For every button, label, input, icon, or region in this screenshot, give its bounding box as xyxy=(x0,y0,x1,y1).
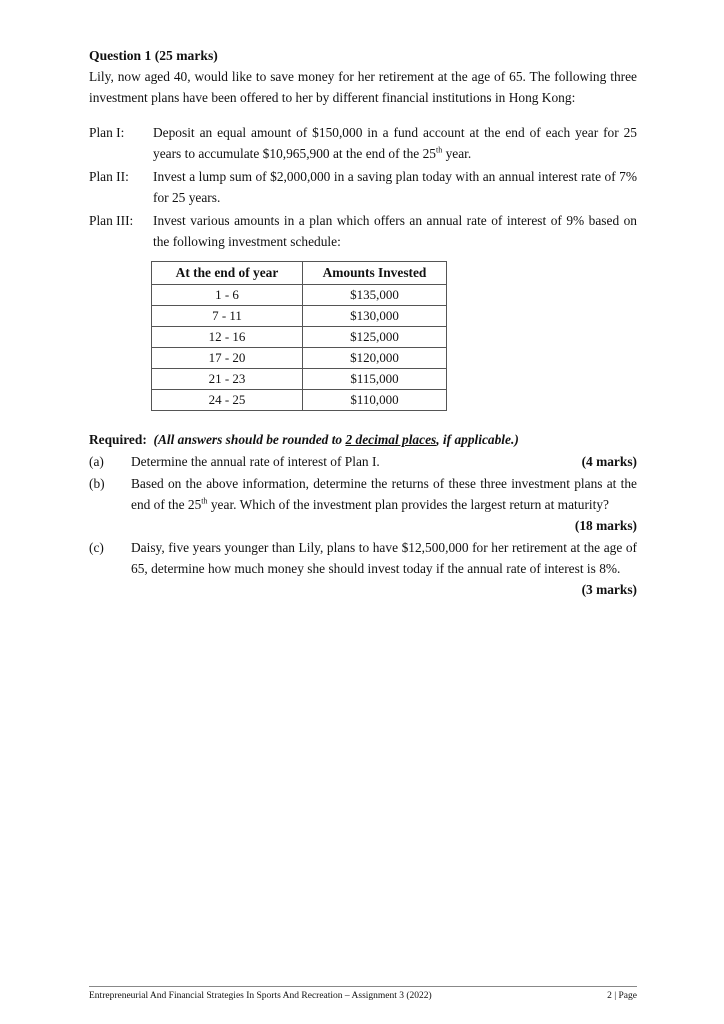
sub-question-text: Determine the annual rate of interest of Plan I. (4 marks) xyxy=(131,451,637,472)
sub-question-text: Based on the above information, determine the returns of these three investment plans at the end of the 25th year. Which of the investment plan provides the largest return at maturity? (18 marks) xyxy=(131,473,637,536)
sub-question xyxy=(89,451,637,472)
investment-schedule-table xyxy=(151,261,447,411)
plan-text: Invest a lump sum of $2,000,000 in a saving plan today with an annual interest rate of 7% for 25 years. xyxy=(153,169,637,205)
year-range-cell: 7 - 11 xyxy=(152,306,303,327)
amount-cell: $115,000 xyxy=(303,369,447,390)
sub-question-label: (b) xyxy=(89,476,105,491)
amount-cell: $125,000 xyxy=(303,327,447,348)
plan-item xyxy=(89,166,637,208)
page-footer xyxy=(89,986,637,1001)
table-row xyxy=(152,369,447,390)
footer-page-number: 2 | Page xyxy=(607,991,637,1001)
column-header: At the end of year xyxy=(152,262,303,285)
sub-question xyxy=(89,537,637,600)
plans-list xyxy=(89,122,637,252)
table-row xyxy=(152,327,447,348)
question-intro: Lily, now aged 40, would like to save money for her retirement at the age of 65. The following three investment plans have been offered to her by different financial institutions in Hong Kong: xyxy=(89,69,637,105)
rounding-note: (All answers should be rounded to 2 decimal places, if applicable.) xyxy=(153,432,519,447)
year-range-cell: 12 - 16 xyxy=(152,327,303,348)
footer-course-title: Entrepreneurial And Financial Strategies In Sports And Recreation – Assignment 3 (2022) xyxy=(89,991,432,1001)
sub-question xyxy=(89,473,637,536)
plan-item xyxy=(89,122,637,164)
table-row xyxy=(152,285,447,306)
amount-cell: $110,000 xyxy=(303,390,447,411)
required-label: Required: xyxy=(89,432,147,447)
year-range-cell: 21 - 23 xyxy=(152,369,303,390)
question-title: Question 1 (25 marks) xyxy=(89,48,218,63)
table-row xyxy=(152,348,447,369)
marks-label: (18 marks) xyxy=(574,518,637,533)
plan-label: Plan III: xyxy=(89,213,134,228)
marks-label: (3 marks) xyxy=(581,582,637,597)
amount-cell: $130,000 xyxy=(303,306,447,327)
amount-cell: $120,000 xyxy=(303,348,447,369)
sub-question-text: Daisy, five years younger than Lily, plans to have $12,500,000 for her retirement at the age of 65, determine how much money she should invest today if the annual rate of interest is 8%. (3 marks) xyxy=(131,537,637,600)
year-range-cell: 17 - 20 xyxy=(152,348,303,369)
plan-text: Deposit an equal amount of $150,000 in a fund account at the end of each year for 25 years to accumulate $10,965,900 at the end of the 25th year. xyxy=(153,125,637,161)
table-row xyxy=(152,390,447,411)
year-range-cell: 24 - 25 xyxy=(152,390,303,411)
table-row xyxy=(152,306,447,327)
plan-text: Invest various amounts in a plan which offers an annual rate of interest of 9% based on the following investment schedule: xyxy=(153,213,637,249)
required-instruction xyxy=(89,429,637,450)
plan-label: Plan I: xyxy=(89,125,125,140)
sub-question-label: (a) xyxy=(89,454,104,469)
table-header-row xyxy=(152,262,447,285)
plan-label: Plan II: xyxy=(89,169,129,184)
amount-cell: $135,000 xyxy=(303,285,447,306)
marks-label: (4 marks) xyxy=(581,454,637,469)
year-range-cell: 1 - 6 xyxy=(152,285,303,306)
column-header: Amounts Invested xyxy=(303,262,447,285)
plan-item xyxy=(89,210,637,252)
document-page xyxy=(89,46,637,600)
sub-question-label: (c) xyxy=(89,540,104,555)
